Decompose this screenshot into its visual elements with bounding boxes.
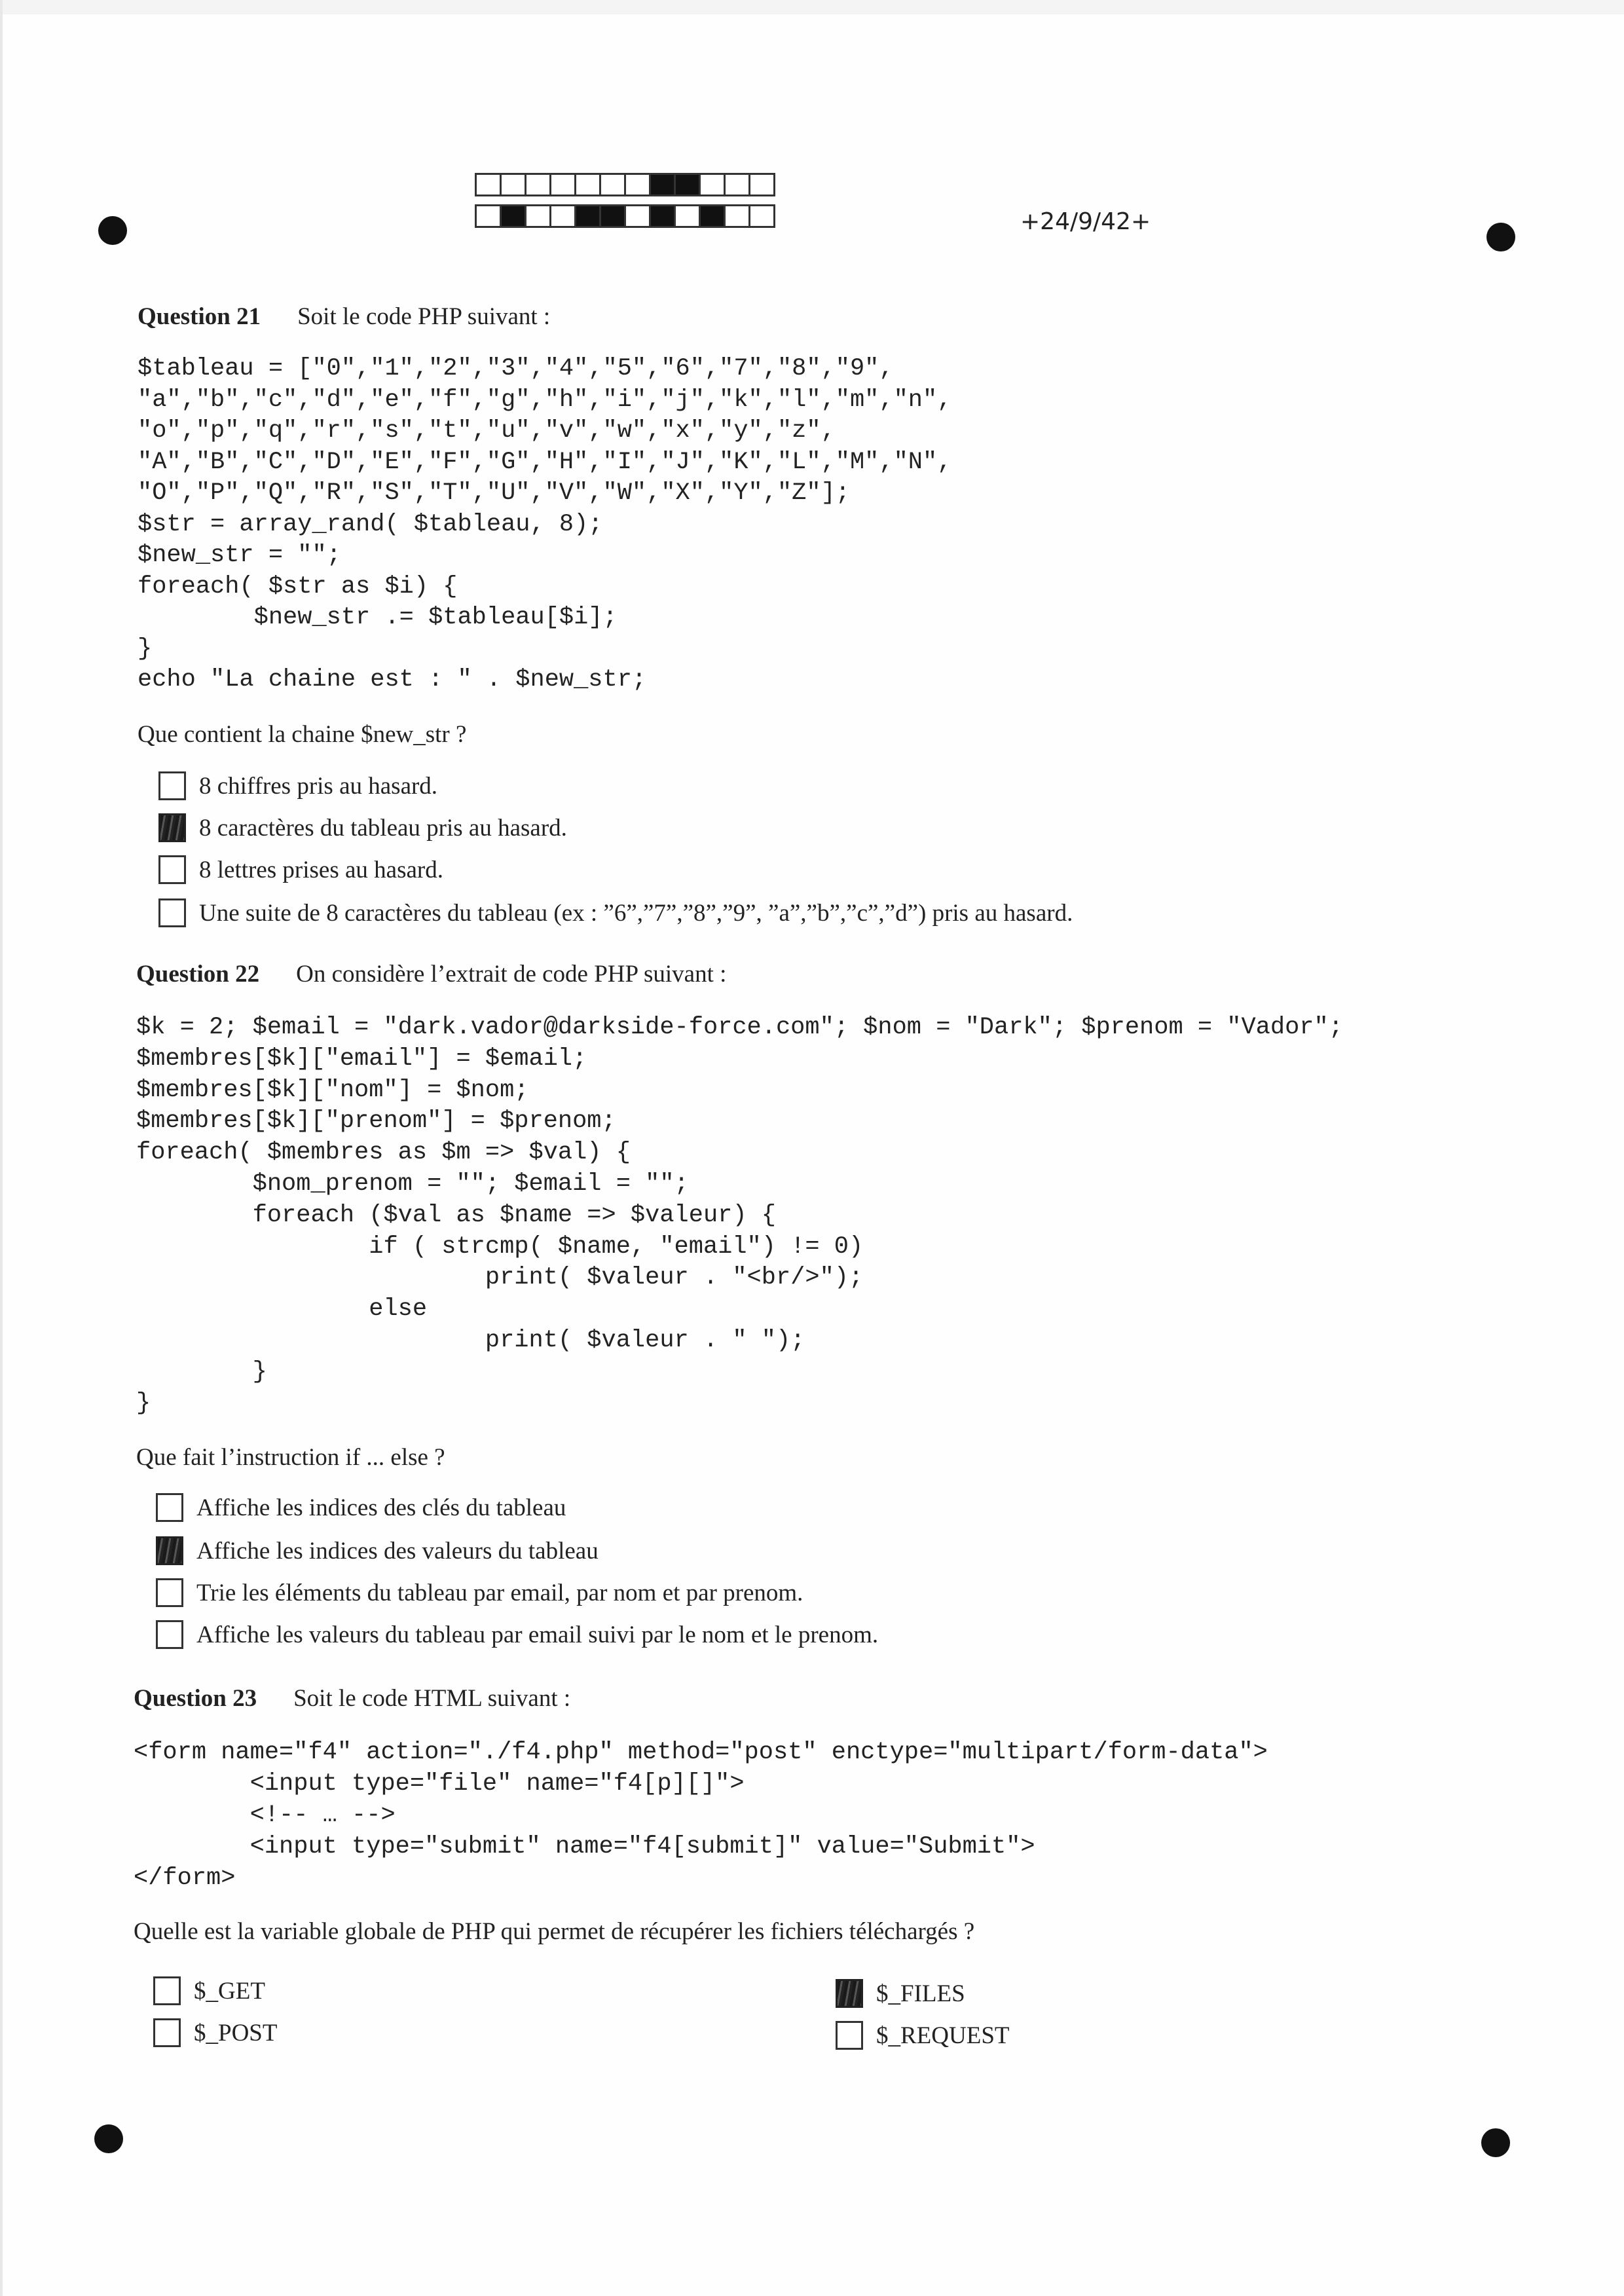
option-label: Affiche les indices des clés du tableau <box>196 1494 566 1521</box>
question-21-code: $tableau = ["0","1","2","3","4","5","6","7","8","9", "a","b","c","d","e","f","g","h","i","j","k","l","m","n", "o","p","q","r","s","t","u","v","w","x","y","z", "A","B","C","D","E","F","G","H","I","J","K","L","M","N", "O","P","Q","R","S","T","U","V","W","X","Y","Z"]; $str = array_rand( $tableau, 8); $new_str = ""; foreach( $str as $i) { $new_str .= $tableau[$i]; } echo "La chaine est : " . $new_str; <box>138 355 952 694</box>
barcode-cell <box>624 204 651 228</box>
barcode-cell <box>699 204 726 228</box>
question-21-option-2[interactable] <box>158 813 567 842</box>
option-label: $_POST <box>194 2019 278 2046</box>
option-label: Une suite de 8 caractères du tableau (ex : ”6”,”7”,”8”,”9”, ”a”,”b”,”c”,”d”) pris au hasard. <box>199 899 1073 927</box>
barcode-cell <box>748 204 775 228</box>
question-number: Question 22 <box>136 961 260 988</box>
question-23-option-2[interactable] <box>153 2018 277 2047</box>
barcode-cell <box>674 173 701 196</box>
barcode-cell <box>574 204 601 228</box>
question-23-header <box>134 1684 570 1713</box>
question-22-code: $k = 2; $email = "dark.vador@darkside-force.com"; $nom = "Dark"; $prenom = "Vador"; $membres[$k]["email"] = $email; $membres[$k]["nom"] = $nom; $membres[$k]["prenom"] = $prenom; foreach( $membres as $m => $val) { $nom_prenom = ""; $email = ""; foreach ($val as $name => $valeur) { if ( strcmp( $name, "email") != 0) print( $valeur . "<br/>"); else print( $valeur . " "); } } <box>136 1014 1343 1417</box>
registration-mark-top-right <box>1486 223 1515 251</box>
question-23-code: <form name="f4" action="./f4.php" method="post" enctype="multipart/form-data"> <input type="file" name="f4[p][]"> <!-- … --> <input type="submit" name="f4[submit]" value="Submit"> </form> <box>134 1739 1268 1892</box>
barcode-cell <box>599 204 626 228</box>
barcode-cell <box>475 173 502 196</box>
barcode-cell <box>525 204 551 228</box>
barcode-cell <box>500 204 526 228</box>
option-checkbox[interactable] <box>156 1578 183 1607</box>
option-checkbox[interactable] <box>158 855 186 884</box>
question-22-option-2[interactable] <box>156 1536 599 1565</box>
question-21-option-3[interactable] <box>158 855 443 884</box>
option-label: $_FILES <box>876 1980 965 2007</box>
option-label: 8 caractères du tableau pris au hasard. <box>199 814 567 842</box>
barcode-cell <box>525 173 551 196</box>
option-checkbox[interactable] <box>158 898 186 927</box>
barcode-cell <box>574 173 601 196</box>
question-23-option-1[interactable] <box>153 1976 265 2005</box>
option-label: $_REQUEST <box>876 2022 1010 2049</box>
barcode-cell <box>649 204 676 228</box>
barcode-cell <box>599 173 626 196</box>
question-21-prompt: Que contient la chaine $new_str ? <box>138 721 467 748</box>
question-21-option-1[interactable] <box>158 771 437 800</box>
question-number: Question 21 <box>138 303 261 330</box>
barcode-cell <box>748 173 775 196</box>
registration-mark-bottom-right <box>1481 2128 1510 2157</box>
question-intro: On considère l’extrait de code PHP suivant : <box>296 961 727 988</box>
barcode-cell <box>624 173 651 196</box>
registration-mark-top-left <box>98 216 127 245</box>
scan-left-edge <box>0 0 3 2296</box>
barcode-cell <box>475 204 502 228</box>
question-22-option-4[interactable] <box>156 1620 878 1649</box>
question-22-prompt: Que fait l’instruction if ... else ? <box>136 1444 445 1471</box>
barcode-cell <box>699 173 726 196</box>
question-intro: Soit le code HTML suivant : <box>293 1685 571 1712</box>
option-checkbox[interactable] <box>156 1493 183 1522</box>
option-label: $_GET <box>194 1977 265 2005</box>
question-intro: Soit le code PHP suivant : <box>297 303 551 330</box>
registration-mark-bottom-left <box>94 2124 123 2153</box>
option-checkbox[interactable] <box>156 1620 183 1649</box>
question-22-option-3[interactable] <box>156 1578 803 1607</box>
question-number: Question 23 <box>134 1685 257 1712</box>
barcode-cell <box>674 204 701 228</box>
barcode-cell <box>649 173 676 196</box>
option-checkbox-checked[interactable] <box>836 1979 863 2008</box>
question-22-option-1[interactable] <box>156 1493 566 1522</box>
option-checkbox[interactable] <box>836 2021 863 2050</box>
option-label: 8 chiffres pris au hasard. <box>199 772 438 800</box>
question-23-option-3[interactable] <box>836 1979 965 2008</box>
barcode-cell <box>724 204 750 228</box>
option-checkbox[interactable] <box>153 1976 181 2005</box>
question-23-option-4[interactable] <box>836 2021 1010 2050</box>
option-checkbox-checked[interactable] <box>158 813 186 842</box>
barcode-cell <box>549 173 576 196</box>
option-checkbox-checked[interactable] <box>156 1536 183 1565</box>
question-22-header <box>136 960 726 988</box>
option-label: 8 lettres prises au hasard. <box>199 856 443 883</box>
barcode-cell <box>549 204 576 228</box>
barcode-cell <box>724 173 750 196</box>
question-21-header <box>138 303 550 331</box>
scan-top-edge <box>0 0 1624 14</box>
option-label: Trie les éléments du tableau par email, par nom et par prenom. <box>196 1579 803 1606</box>
option-checkbox[interactable] <box>153 2018 181 2047</box>
option-checkbox[interactable] <box>158 771 186 800</box>
question-23-prompt: Quelle est la variable globale de PHP qui permet de récupérer les fichiers téléchargés ? <box>134 1918 975 1945</box>
question-21-option-4[interactable] <box>158 898 1073 927</box>
page-code: +24/9/42+ <box>1020 208 1151 235</box>
barcode-cell <box>500 173 526 196</box>
option-label: Affiche les valeurs du tableau par email suivi par le nom et le prenom. <box>196 1621 879 1648</box>
option-label: Affiche les indices des valeurs du tableau <box>196 1537 599 1565</box>
